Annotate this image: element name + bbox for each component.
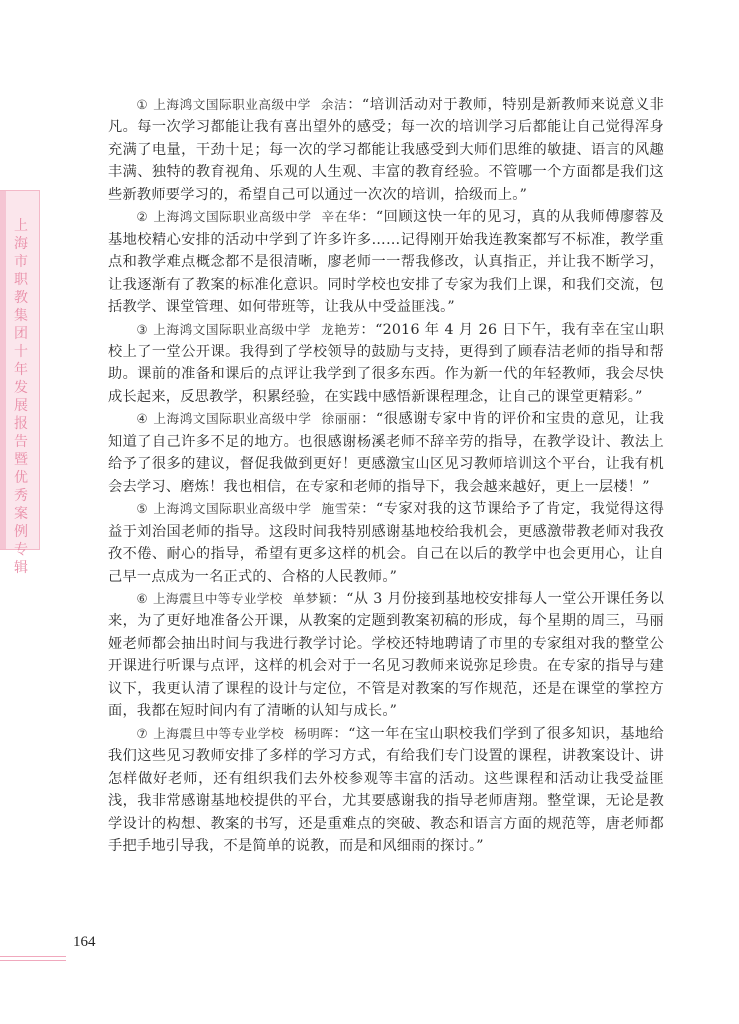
quote-text: ：“很感谢专家中肯的评价和宝贵的意见，让我知道了自己许多不足的地方。也很感谢杨溪老师不辞辛劳的指导，在教学设计、教法上给予了很多的建议，督促我做到更好！更感激宝山区见习教师培训这个平台，让我有机会去学习、磨炼！我也相信，在专家和老师的指导下，我会越来越好，更上一层楼！” [108,411,665,495]
quote-text: ：“这一年在宝山职校我们学到了很多知识，基地给我们这些见习教师安排了多样的学习方式，有给我们专门设置的课程，讲教案设计、讲怎样做好老师，还有组织我们去外校参观等丰富的活动。这些课程和活动让我受益匪浅，我非常感谢基地校提供的平台，尤其要感谢我的指导老师唐翔。整堂课，无论是教学设计的构想、教案的书写，还是重难点的突破、教态和语言方面的规范等，唐老师都手把手地引导我，不是简单的说教，而是和风细雨的探讨。” [108,725,664,854]
footer-rule [0,956,66,957]
testimonial-paragraph [108,94,664,206]
side-tab-title: 上海市职教集团十年发展报告暨优秀案例专辑 [14,218,28,576]
side-tab [0,190,40,576]
item-number: ④ [136,411,149,427]
school-name: 上海震旦中等专业学校 [153,725,285,741]
testimonial-paragraph [108,319,664,409]
person-name: 辛在华 [321,209,362,225]
quote-text: ：“回顾这快一年的见习，真的从我师傅廖蓉及基地校精心安排的活动中学到了许多许多……记得刚开始我连教案都写不标准，教学重点和教学难点概念都不是很清晰，廖老师一一帮我修改，认真指正，并让我不断学习，让我逐渐有了教案的标准化意识。同时学校也安排了专家为我们上课，和我们交流，包括教学、课堂管理、如何带班等，让我从中受益匪浅。” [108,209,665,316]
item-number: ② [136,209,149,225]
testimonial-paragraph [108,206,664,318]
item-number: ⑦ [136,725,149,741]
item-number: ⑤ [136,501,149,517]
person-name: 单梦颖 [292,590,332,606]
school-name: 上海鸿文国际职业高级中学 [153,321,311,337]
footer-rule [0,960,66,961]
person-name: 龙艳芳 [320,321,361,337]
person-name: 余洁 [320,97,348,112]
person-name: 杨明晖 [294,725,334,741]
item-number: ⑥ [136,590,149,606]
testimonial-paragraph [108,723,664,858]
page-number: 164 [73,934,96,950]
school-name: 上海鸿文国际职业高级中学 [153,209,312,225]
person-name: 施雪荣 [321,501,362,517]
main-content [108,94,664,857]
quote-text: ：“专家对我的这节课给予了肯定，我觉得这得益于刘治国老师的指导。这段时间我特别感谢基地校给我机会，更感激带教老师对我孜孜不倦、耐心的指导，希望有更多这样的机会。自己在以后的教学中也会更用心，让自己早一点成为一名正式的、合格的人民教师。” [108,501,665,585]
quote-text: ：“从 3 月份接到基地校安排每人一堂公开课任务以来，为了更好地准备公开课，从教案的定题到教案初稿的形成，每个星期的周三，马丽娅老师都会抽出时间与我进行教学讨论。学校还特地聘请了市里的专家组对我的整堂公开课进行听课与点评，这样的机会对于一名见习教师来说弥足珍贵。在专家的指导与建议下，我更认清了课程的设计与定位，不管是对教案的写作规范，还是在课堂的掌控方面，我都在短时间内有了清晰的认知与成长。” [108,590,665,720]
school-name: 上海鸿文国际职业高级中学 [153,97,311,112]
item-number: ③ [136,321,149,337]
school-name: 上海鸿文国际职业高级中学 [153,411,312,427]
side-tab-stripe [0,191,6,549]
testimonial-paragraph [108,498,664,588]
person-name: 徐丽丽 [321,411,362,427]
testimonial-paragraph [108,588,664,723]
quote-text: ：“培训活动对于教师，特别是新教师来说意义非凡。每一次学习都能让我有喜出望外的感受；每一次的培训学习后都能让自己觉得浑身充满了电量，干劲十足；每一次的学习都能让我感受到大师们思维的敏捷、语言的风趣丰满、独特的教育视角、乐观的人生观、丰富的教育经验。不管哪一个方面都是我们这些新教师要学习的，希望自己可以通过一次次的培训，拾级而上。” [108,97,665,203]
item-number: ① [136,97,149,112]
testimonial-paragraph [108,408,664,498]
quote-text: ：“2016 年 4 月 26 日下午，我有幸在宝山职校上了一堂公开课。我得到了学校领导的鼓励与支持，更得到了顾春洁老师的指导和帮助。课前的准备和课后的点评让我学到了很多东西。作为新一代的年轻教师，我会尽快成长起来，反思教学，积累经验，在实践中感悟新课程理念，让自己的课堂更精彩。” [108,321,665,405]
school-name: 上海鸿文国际职业高级中学 [153,501,312,517]
school-name: 上海震旦中等专业学校 [152,590,283,606]
